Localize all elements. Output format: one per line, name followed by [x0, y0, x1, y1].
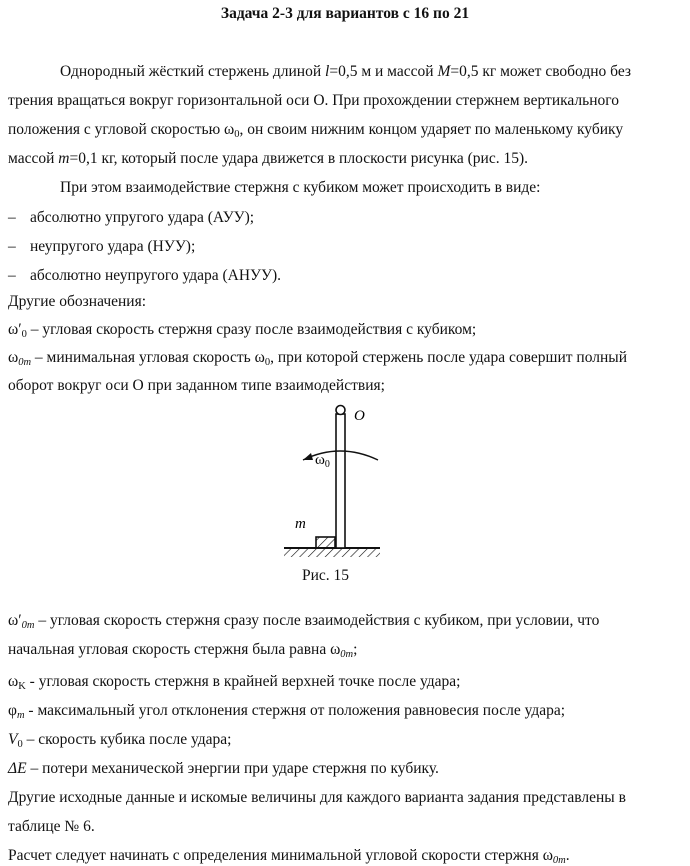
intro-line-1: Однородный жёсткий стержень длиной l=0,5 м и массой M=0,5 кг может свободно без [60, 63, 632, 80]
pivot-axis-o [336, 406, 345, 415]
notation-header: Другие обозначения: [8, 293, 147, 310]
figure-rod-diagram [280, 398, 410, 566]
intro-line-3: положения с угловой скоростью $\omega_0$, он своим нижним концом ударяет по маленькому кубику [8, 121, 624, 140]
cube-mass [316, 537, 335, 548]
list-item: – неупругого удара (НУУ); [8, 238, 196, 255]
def-omega0m-prime-cont: начальная угловая скорость стержня была равна $\omega_{0m}$; [8, 641, 358, 660]
page-title: Задача 2-3 для вариантов с 16 по 21 [220, 5, 470, 22]
def-v0: $V_0$ – скорость кубика после удара; [8, 731, 232, 750]
def-omega0m-cont: оборот вокруг оси О при заданном типе взаимодействия; [8, 377, 385, 394]
axis-label-o: O [354, 408, 365, 424]
rod [336, 414, 345, 548]
figure-caption: Рис. 15 [302, 567, 350, 584]
ground-hatching [284, 548, 380, 557]
interaction-intro: При этом взаимодействие стержня с кубиком может происходить в виде: [60, 179, 541, 196]
def-delta-e: ΔE – потери механической энергии при ударе стержня по кубику. [8, 760, 439, 777]
intro-line-4: массой m=0,1 кг, который после удара движется в плоскости рисунка (рис. 15). [8, 150, 528, 167]
list-item: – абсолютно неупругого удара (АНУУ). [8, 267, 282, 284]
omega-label: $\omega_0$ [315, 452, 330, 470]
def-phi-m: $\varphi_m$ - максимальный угол отклонения стержня от положения равновесия после удара; [8, 702, 566, 721]
mass-label: m [295, 516, 306, 532]
other-data-line-2: таблице № 6. [8, 818, 95, 835]
def-omega-k: $\omega_K$ - угловая скорость стержня в крайней верхней точке после удара; [8, 673, 461, 692]
def-omega0m: $\omega_{0m}$ – минимальная угловая скорость $\omega_0$, при которой стержень после удара совершит полный [8, 349, 628, 368]
def-omega0m-prime: $\omega'_{0m}$ – угловая скорость стержня сразу после взаимодействия с кубиком, при условии, что [8, 612, 600, 631]
final-instruction: Расчет следует начинать с определения минимальной угловой скорости стержня $\omega_{0m}$. [8, 847, 570, 866]
intro-line-2: трения вращаться вокруг горизонтальной оси О. При прохождении стержнем вертикального [8, 92, 620, 109]
def-omega0-prime: $\omega'_0$ – угловая скорость стержня сразу после взаимодействия с кубиком; [8, 321, 477, 340]
other-data-line-1: Другие исходные данные и искомые величины для каждого варианта задания представлены в [8, 789, 626, 806]
arrow-head-icon [303, 453, 313, 460]
list-item: – абсолютно упругого удара (АУУ); [8, 209, 255, 226]
